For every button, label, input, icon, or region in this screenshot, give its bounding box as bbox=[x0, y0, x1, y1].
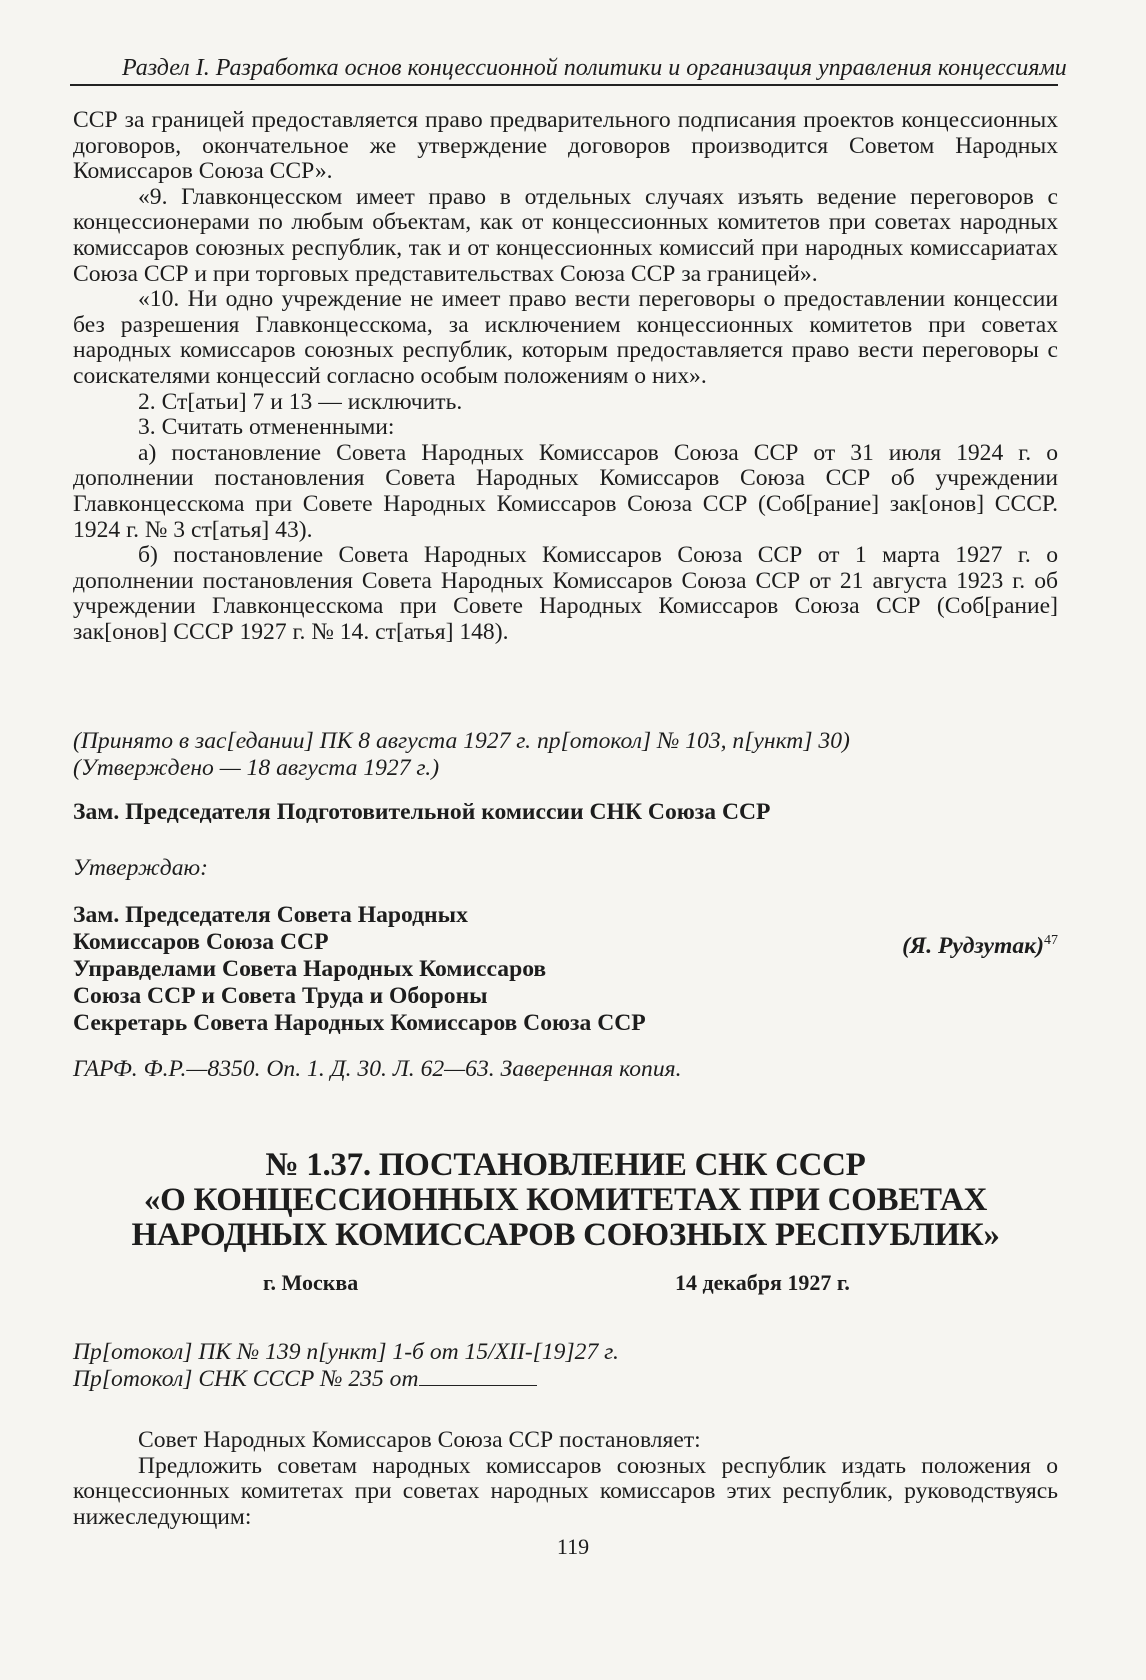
body-text-top bbox=[73, 108, 1058, 645]
paragraph: б) постановление Совета Народных Комиссаров Союза ССР от 1 марта 1927 г. о дополнении постановления Совета Народных Комиссаров Союза ССР от 21 августа 1923 г. об учреждении Главконцесскома при Совете Народных Комиссаров Союза ССР (Соб[рание] зак[онов] СССР 1927 г. № 14. ст[атья] 148). bbox=[73, 542, 1058, 645]
paragraph: 3. Считать отмененными: bbox=[138, 414, 395, 441]
footnote-marker: 47 bbox=[1044, 933, 1058, 948]
paragraph: «10. Ни одно учреждение не имеет право вести переговоры о предоставлении концессии без разрешения Главконцесскома, за исключением концессионных комитетов при советах народных комиссаров союзных республик, которым предоставляется право вести переговоры с соискателями концессий согласно особым положениям о них». bbox=[73, 286, 1058, 389]
page-number: 119 bbox=[556, 1534, 590, 1559]
adoption-note-line: (Принято в зас[едании] ПК 8 августа 1927 г. пр[отокол] № 103, п[ункт] 30) bbox=[73, 728, 850, 754]
header-rule bbox=[70, 84, 1058, 86]
blank-underline bbox=[419, 1367, 537, 1386]
document-title-line: № 1.37. ПОСТАНОВЛЕНИЕ СНК СССР bbox=[265, 1147, 866, 1183]
signature-line: Союза ССР и Совета Труда и Обороны bbox=[73, 983, 488, 1009]
document-title-line: НАРОДНЫХ КОМИССАРОВ СОЮЗНЫХ РЕСПУБЛИК» bbox=[131, 1217, 1000, 1253]
document-date: 14 декабря 1927 г. bbox=[675, 1270, 850, 1295]
paragraph: Предложить советам народных комиссаров союзных республик издать положения о концессионных комитетах при советах народных комиссаров этих республик, руководствуясь нижеследующим: bbox=[73, 1452, 1058, 1530]
adoption-note bbox=[73, 728, 1058, 782]
paragraph: а) постановление Совета Народных Комиссаров Союза ССР от 31 июля 1924 г. о дополнении постановления Совета Народных Комиссаров Союза ССР об учреждении Главконцесскома при Совете Народных Комиссаров Союза ССР (Соб[рание] зак[онов] СССР. 1924 г. № 3 ст[атья] 43). bbox=[73, 439, 1058, 543]
document-title bbox=[73, 1148, 1058, 1253]
signature-line: Управделами Совета Народных Комиссаров bbox=[73, 956, 547, 982]
signature-line: Секретарь Совета Народных Комиссаров Союза ССР bbox=[73, 1010, 646, 1036]
approval-date-line: (Утверждено — 18 августа 1927 г.) bbox=[73, 755, 440, 781]
document-place: г. Москва bbox=[263, 1270, 359, 1295]
signature-line: Комиссаров Союза ССР bbox=[73, 929, 329, 955]
signer-name-text: (Я. Рудзутак) bbox=[902, 932, 1044, 959]
paragraph: Совет Народных Комиссаров Союза ССР постановляет: bbox=[138, 1427, 701, 1453]
paragraph: «9. Главконцесском имеет право в отдельных случаях изъять ведение переговоров с концессионерами по любым объектам, как от концессионных комитетов при советах народных комиссаров союзных республик, так и от концессионных комиссий при народных комиссариатах Союза ССР и при торговых представительствах Союза ССР за границей». bbox=[73, 183, 1058, 287]
paragraph: ССР за границей предоставляется право предварительного подписания проектов концессионных договоров, окончательное же утверждение договоров производится Советом Народных Комиссаров Союза ССР». bbox=[73, 107, 1058, 185]
protocol-line bbox=[73, 1366, 1058, 1393]
document-title-line: «О КОНЦЕССИОННЫХ КОМИТЕТАХ ПРИ СОВЕТАХ bbox=[143, 1182, 988, 1218]
signer-name bbox=[902, 927, 1058, 960]
signature-line: Зам. Председателя Совета Народных bbox=[73, 902, 468, 928]
signature-block bbox=[73, 902, 1058, 1036]
protocol-references bbox=[73, 1339, 1058, 1393]
running-head: Раздел I. Разработка основ концессионной политики и организация управления концессиями bbox=[122, 55, 1067, 81]
deputy-chair-line: Зам. Председателя Подготовительной комиссии СНК Союза ССР bbox=[73, 799, 771, 825]
body-text-bottom bbox=[73, 1428, 1058, 1530]
approve-label: Утверждаю: bbox=[73, 855, 209, 881]
protocol-line: Пр[отокол] ПК № 139 п[ункт] 1-б от 15/XII-[19]27 г. bbox=[73, 1339, 619, 1365]
paragraph: 2. Ст[атьи] 7 и 13 — исключить. bbox=[138, 388, 463, 415]
archive-reference: ГАРФ. Ф.Р.—8350. Оп. 1. Д. 30. Л. 62—63. Заверенная копия. bbox=[73, 1056, 682, 1082]
protocol-line-text: Пр[отокол] СНК СССР № 235 от bbox=[73, 1366, 419, 1392]
